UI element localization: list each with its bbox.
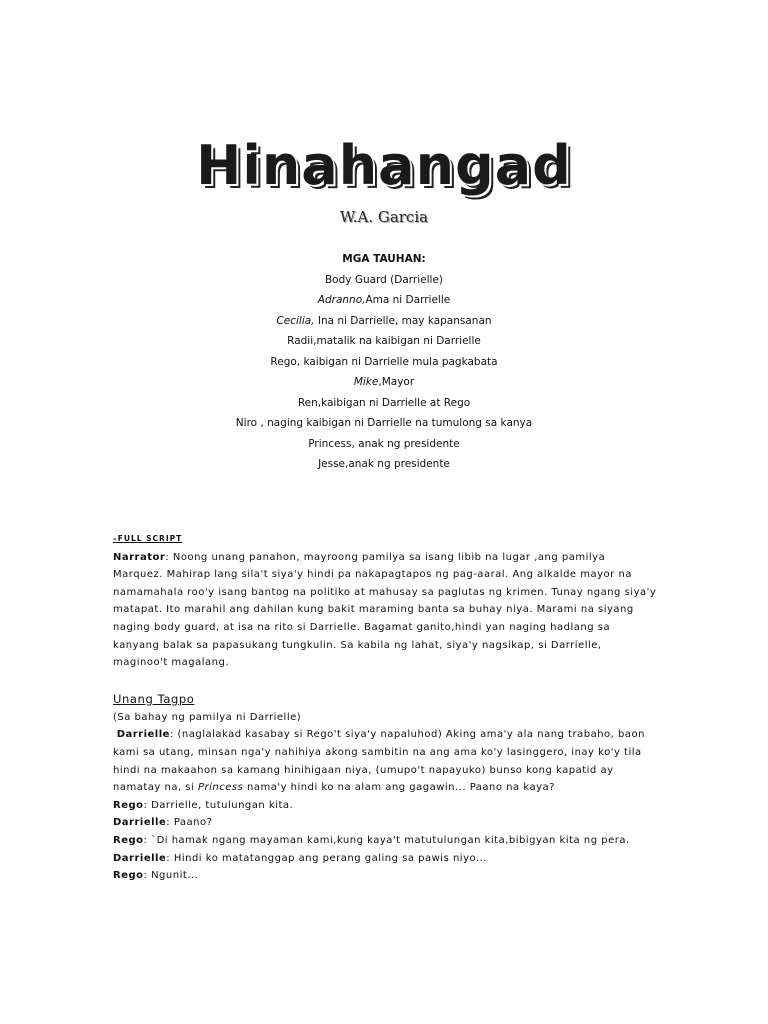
cast-item: Radii,matalik na kaibigan ni Darrielle (287, 335, 481, 347)
cast-item: Niro , naging kaibigan ni Darrielle na tumulong sa kanya (235, 417, 533, 429)
speaker-name: Darrielle (116, 729, 170, 741)
speaker-name: Rego (113, 870, 144, 882)
cast-item: Ren,kaibigan ni Darrielle at Rego (297, 396, 471, 409)
emphasis-name: Princess (197, 782, 244, 794)
speaker-name: Darrielle (113, 852, 167, 864)
narration-text: : Noong unang panahon, mayroong pamilya sa isang libib na lugar ,ang pamilya Marquez. Mahirap lang sila't siya'y hindi pa nakapagtapos ng pag-aaral. Ang alkalde mayor na namamahala roo'y isang bantog na politiko at mahusay sa paglutas ng krimen. Tunay ngang siya'y matapat. Ito marahil ang dahilan kung bakit maraming banta sa buhay niya. Marami na siyang naging body guard, at isa na rito si Darrielle. Bagamat ganito,hindi yan naging hadlang sa kanyang balak sa papasukang tungkulin. Sa kabila ng lahat, siya'y nagsikap, si Darrielle, maginoo't magalang. (113, 551, 657, 669)
script-body (113, 530, 658, 885)
cast-name: Adranno, (317, 294, 366, 306)
cast-item: Body Guard (Darrielle) (324, 273, 444, 286)
cast-name: Mike (353, 376, 379, 388)
author: W.A. Garcia (339, 208, 429, 226)
cast-item: Mike,Mayor (353, 376, 415, 388)
cast-item: Jesse,anak ng presidente (318, 458, 450, 470)
scene-setting: (Sa bahay ng pamilya ni Darrielle) (113, 711, 302, 723)
cast-list (0, 249, 768, 475)
speaker-name: Rego (113, 834, 144, 846)
monologue-line: Darrielle: (naglalakad kasabay si Rego't siya'y napaluhod) Aking ama'y ala nang trabaho, baon kami sa utang, minsan nga'y nahihiya akong sambitin na ang ama ko'y lasinggero, inay ko'y tila hindi na makaahon sa kamang hinihigaan niya, (umupo't napayuko) bunso kong kapatid ay namatay na, si Princess nama'y hindi ko na alam ang gagawin... Paano na kaya? (113, 729, 645, 794)
document-title: Hinahangad (196, 134, 572, 197)
dialogue-line: Rego: Ngunit... (113, 870, 199, 882)
speaker-name: Narrator (113, 551, 166, 563)
cast-item: Rego, kaibigan ni Darrielle mula pagkabata (270, 355, 498, 368)
narrator-paragraph (113, 549, 658, 672)
dialogue-line: Darrielle: Hindi ko matatanggap ang perang galing sa pawis niyo... (113, 852, 487, 864)
cast-name: Cecilia, (276, 314, 315, 327)
speaker-name: Rego (113, 799, 144, 811)
cast-item: Cecilia, Ina ni Darrielle, may kapansanan (276, 314, 492, 327)
cast-item: Adranno,Ama ni Darrielle (317, 294, 451, 306)
cast-heading: MGA TAUHAN: (342, 253, 426, 265)
cast-item: Princess, anak ng presidente (308, 437, 460, 450)
dialogue-line: Darrielle: Paano? (113, 817, 213, 829)
dialogue-line: Rego: Darrielle, tutulungan kita. (113, 799, 294, 811)
section-label: –FULL SCRIPT (113, 534, 183, 543)
scene-title: Unang Tagpo (113, 691, 195, 706)
dialogue-line: Rego: `Di hamak ngang mayaman kami,kung kaya't matutulungan kita,bibigyan kita ng pera. (113, 834, 630, 846)
speaker-name: Darrielle (113, 817, 167, 829)
